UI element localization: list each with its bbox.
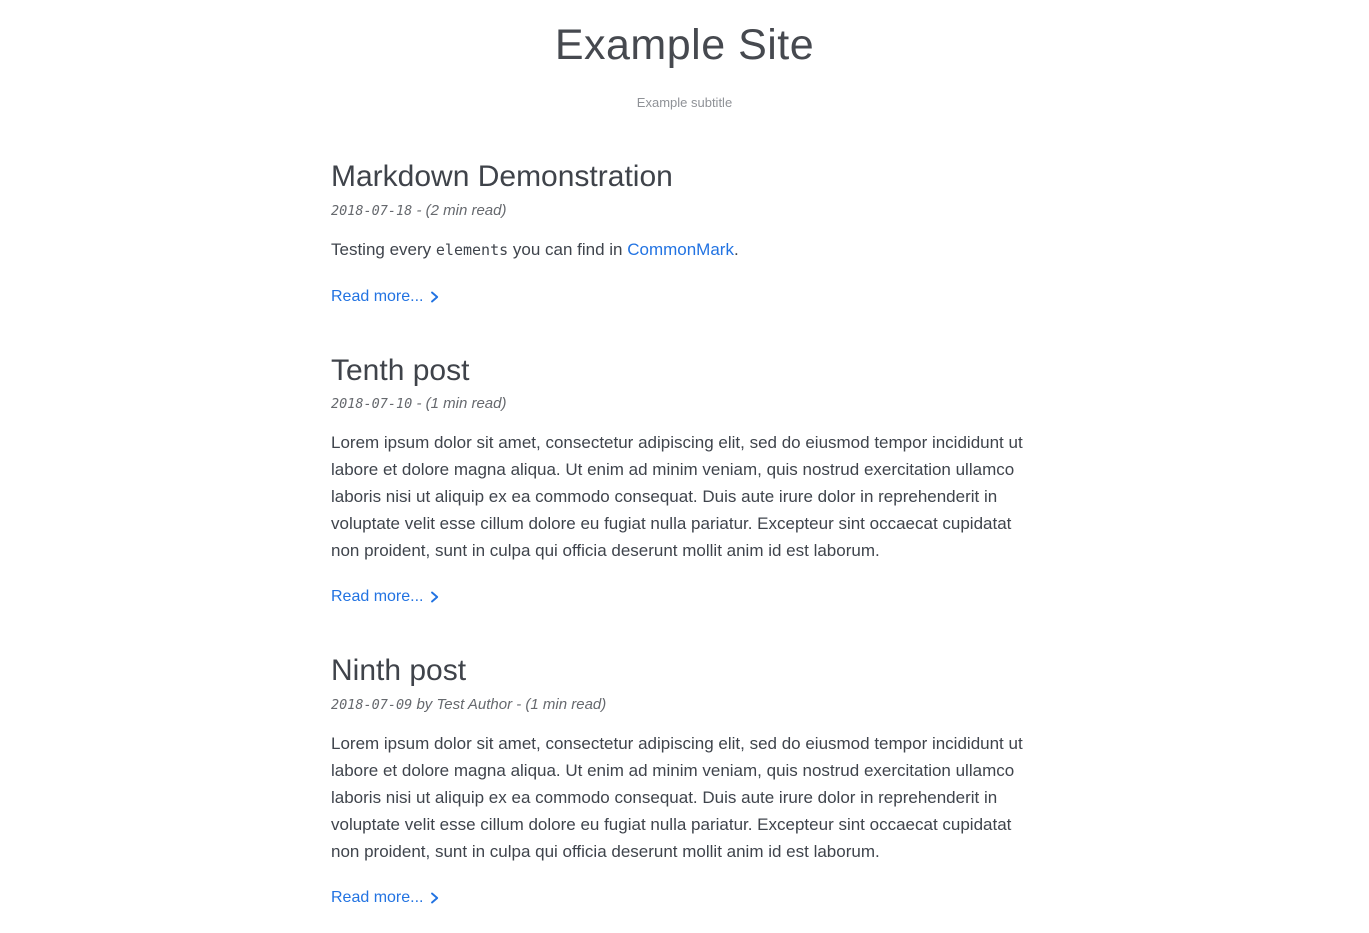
site-subtitle: Example subtitle [636,95,733,111]
read-more-label: Read more... [331,888,424,906]
post-title [331,654,1038,689]
excerpt-text: Testing every [331,239,436,259]
post-excerpt [331,236,1038,264]
post-title-link[interactable]: Markdown Demonstration [331,160,673,194]
post-list [331,160,1038,907]
excerpt-text: Lorem ipsum dolor sit amet, consectetur adipiscing elit, sed do eiusmod tempor incididunt ut labore et dolore magna aliqua. Ut enim ad minim veniam, quis nostrud exercitation ullamco laboris nisi ut aliquip ex ea commodo consequat. Duis aute irure dolor in reprehenderit in voluptate velit esse cillum dolore eu fugiat nulla pariatur. Excepteur sint occaecat cupidatat non proident, sunt in culpa qui officia deserunt mollit anim id est laborum. [331,433,1023,561]
chevron-right-icon [430,291,439,303]
read-more-line [331,288,1038,306]
post [331,654,1038,907]
post-excerpt [331,429,1038,564]
read-more-link[interactable] [331,288,439,306]
content-column [331,0,1038,907]
excerpt-text: . [733,239,739,259]
read-more-label: Read more... [331,588,424,606]
post [331,354,1038,607]
excerpt-text: you can find in [508,239,628,259]
post-date: 2018-07-18 [331,202,413,219]
site-header [331,21,1038,110]
chevron-right-icon [430,892,439,904]
excerpt-text: Lorem ipsum dolor sit amet, consectetur adipiscing elit, sed do eiusmod tempor incididunt ut labore et dolore magna aliqua. Ut enim ad minim veniam, quis nostrud exercitation ullamco laboris nisi ut aliquip ex ea commodo consequat. Duis aute irure dolor in reprehenderit in voluptate velit esse cillum dolore eu fugiat nulla pariatur. Excepteur sint occaecat cupidatat non proident, sunt in culpa qui officia deserunt mollit anim id est laborum. [331,733,1023,861]
post-read-time: - (2 min read) [416,201,507,219]
chevron-right-icon [430,591,439,603]
post-title [331,354,1038,389]
read-more-label: Read more... [331,287,424,305]
post-title-link[interactable]: Ninth post [331,654,467,688]
inline-link[interactable]: CommonMark [627,239,734,259]
post-author-byline: by Test Author [416,695,513,713]
inline-code: elements [435,240,509,259]
post-read-time: - (1 min read) [416,395,507,413]
post-meta [331,202,1038,219]
read-more-link[interactable] [331,588,439,606]
post-read-time: - (1 min read) [516,695,607,713]
site-title: Example Site [554,21,815,69]
post-date: 2018-07-10 [331,396,413,413]
read-more-link[interactable] [331,889,439,907]
post-title [331,160,1038,195]
read-more-line [331,588,1038,606]
post [331,160,1038,306]
post-excerpt [331,730,1038,865]
post-date: 2018-07-09 [331,696,413,713]
read-more-line [331,889,1038,907]
post-meta [331,696,1038,713]
post-title-link[interactable]: Tenth post [331,353,470,387]
post-meta [331,395,1038,412]
